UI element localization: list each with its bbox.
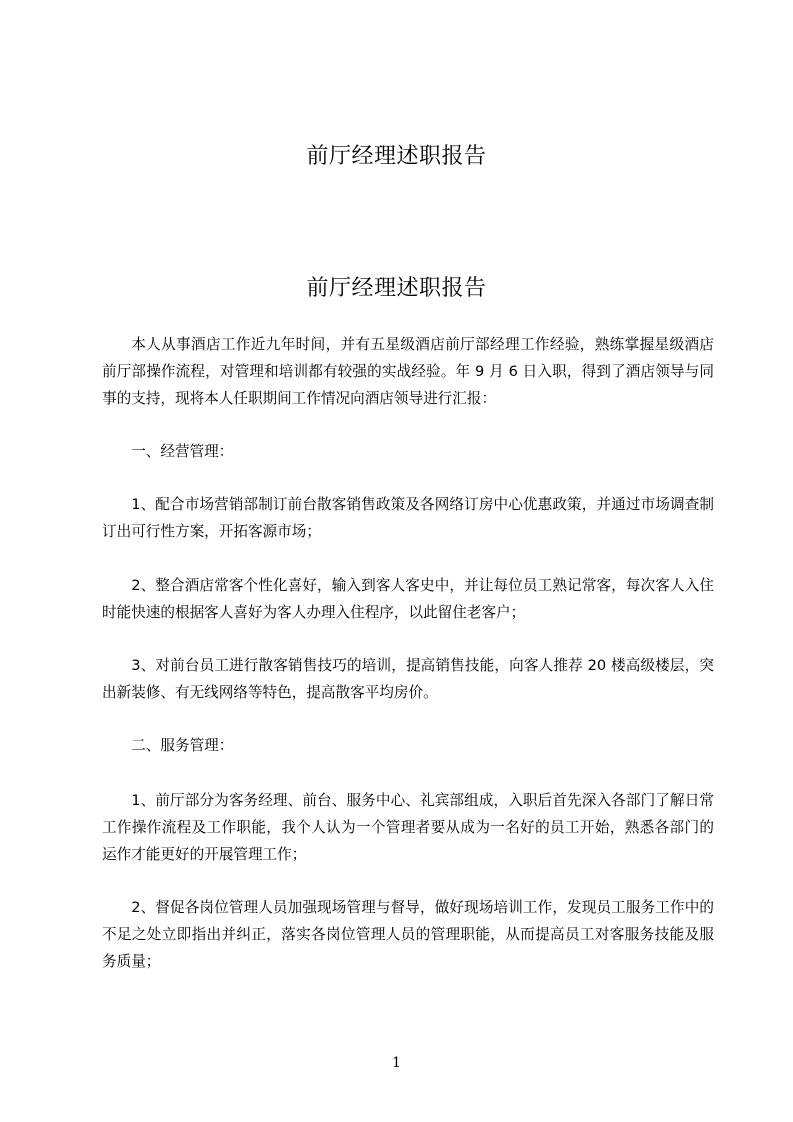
business-item-1: 1、配合市场营销部制订前台散客销售政策及各网络订房中心优惠政策，并通过市场调查制订出可行性方案，开拓客源市场；	[102, 496, 714, 540]
cover-title: 前厅经理述职报告	[306, 144, 487, 169]
document-title: 前厅经理述职报告	[306, 276, 487, 301]
business-item-2: 2、整合酒店常客个性化喜好，输入到客人客史中，并让每位员工熟记常客，每次客人入住时能快速的根据客人喜好为客人办理入住程序，以此留住老客户；	[102, 577, 714, 621]
intro-paragraph: 本人从事酒店工作近九年时间，并有五星级酒店前厅部经理工作经验，熟练掌握星级酒店前厅部操作流程，对管理和培训都有较强的实战经验。年 9 月 6 日入职，得到了酒店领导与同事的支持，现将本人任职期间工作情况向酒店领导进行汇报：	[102, 336, 714, 407]
service-item-1: 1、前厅部分为客务经理、前台、服务中心、礼宾部组成，入职后首先深入各部门了解日常工作操作流程及工作职能，我个人认为一个管理者要从成为一名好的员工开始，熟悉各部门的运作才能更好的开展管理工作；	[102, 792, 714, 863]
section-heading-business-management: 一、经营管理：	[131, 443, 234, 460]
service-item-2: 2、督促各岗位管理人员加强现场管理与督导，做好现场培训工作，发现员工服务工作中的不足之处立即指出并纠正，落实各岗位管理人员的管理职能，从而提高员工对客服务技能及服务质量；	[102, 899, 714, 970]
business-item-3: 3、对前台员工进行散客销售技巧的培训，提高销售技能，向客人推荐 20 楼高级楼层，突出新装修、有无线网络等特色，提高散客平均房价。	[102, 657, 714, 701]
section-heading-service-management: 二、服务管理：	[131, 737, 234, 754]
page-number: 1	[392, 1055, 401, 1071]
